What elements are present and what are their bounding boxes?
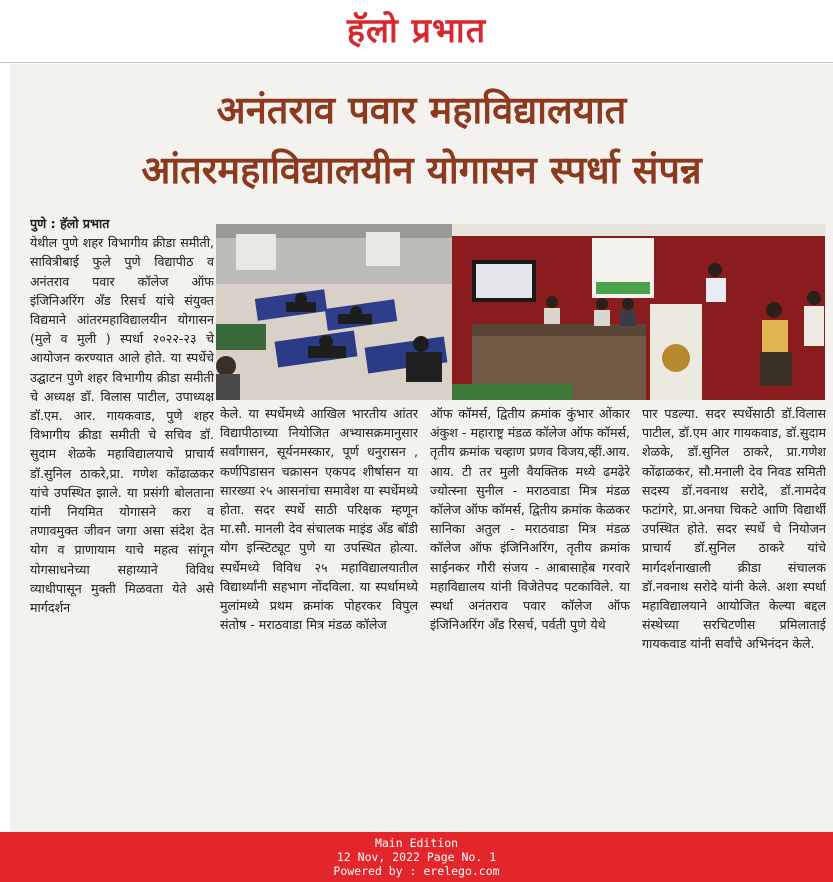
edition-footer <box>0 832 833 882</box>
article-column-2: केले. या स्पर्धेमध्ये आखिल भारतीय आंतर विद्यापीठाच्या नियोजित अभ्यासक्रमानुसार सर्वांगासन, सूर्यनमस्कार, पूर्ण धनुरासन , कर्णपिडासन चक्रासन एकपद शीर्षासन या सारख्या २५ आसनांचा समावेश या स्पर्धेमध्ये होता. सदर स्पर्धे साठी परिक्षक म्हणून मा.सौ. मानली देव संचालक माइंड अँड बॉडी योग इन्स्टिट्यूट पुणे या उपस्थित होत्या. स्पर्धेमध्ये विविध २५ महाविद्यालयातील विद्यार्थ्यांनी सहभाग नोंदविला. या स्पर्धामध्ये मुलांमध्ये प्रथम क्रमांक पोहरकर विपुल संतोष - मराठवाडा मित्र मंडळ कॉलेज <box>220 406 418 633</box>
headline-line-2: आंतरमहाविद्यालयीन योगासन स्पर्धा संपन्न <box>141 147 702 192</box>
article-column-1 <box>30 214 214 829</box>
edition-label: Main Edition <box>374 836 459 850</box>
headline-line-1: अनंतराव पवार महाविद्यालयात <box>216 87 627 132</box>
newspaper-clipping <box>10 64 833 832</box>
stage-ceremony-photo <box>452 224 825 400</box>
article-column-4: पार पडल्या. सदर स्पर्धेसाठी डॉ.विलास पाटील, डॉ.एम आर गायकवाड, डॉ.सुदाम शेळके, डॉ.सुनिल ठाकरे, प्रा.गणेश कोंढाळकर, सौ.मनाली देव निवड समिती सदस्य डॉ.नवनाथ सरोदे, डॉ.नामदेव फटांगरे, प्रा.अनघा चिकटे आणि विद्यार्थी उपस्थित होते. सदर स्पर्धे चे नियोजन प्राचार्य डॉ.सुनिल ठाकरे यांचे मार्गदर्शनाखाली क्रीडा संचालक डॉ.नवनाथ सरोदे यांनी केले. अशा स्पर्धा महाविद्यालयाने आयोजित केल्या बद्दल संस्थेच्या सरचिटणीस प्रमिलाताई गायकवाड यांनी सर्वांचे अभिनंदन केले. <box>642 406 826 652</box>
erelego-link[interactable]: erelego.com <box>423 864 500 878</box>
yoga-hall-photo <box>216 224 452 400</box>
powered-by-label: Powered by : <box>333 864 424 878</box>
powered-by-line <box>0 864 833 878</box>
column-1-text: येथील पुणे शहर विभागीय क्रीडा समीती, सावित्रीबाई फुले पुणे विद्यापीठ व अनंतराव पवार कॉलेज ऑफ इंजिनिअरिंग अँड रिसर्च यांचे संयुक्त विद्यमाने आंतरमहाविद्यालयीन योगासन (मुले व मुली ) स्पर्धा २०२२-२३ चे आयोजन करण्यात आले होते. या स्पर्धेचे उद्घाटन पुणे शहर विभागीय क्रीडा समीती चे अध्यक्ष डॉ. विलास पाटील, उपाध्यक्ष डॉ.एम. आर. गायकवाड, पुणे शहर विभागीय क्रीडा समीती चे सचिव डॉ. सुदाम शेळके महाविद्यालयाचे प्राचार्य डॉ.सुनिल ठाकरे,प्रा. गणेश कोंढाळकर यांचे उपस्थित झाले. या प्रसंगी बोलताना यांनी नियमित योगासने करा व तणावमुक्त जीवन जगा असा संदेश देत योग व प्राणायाम याचे महत्व सांगून योगसाधनेच्या सहाय्याने विविध व्याधीपासून मुक्ती मिळवता येते असे मार्गदर्शन <box>30 235 214 616</box>
yoga-hall-illustration <box>216 224 452 400</box>
article-column-3: ऑफ कॉमर्स, द्वितीय क्रमांक कुंभार ओंकार अंकुश - महाराष्ट्र मंडळ कॉलेज ऑफ कॉमर्स, तृतीय क्रमांक चव्हाण प्रणव विजय,व्हीं.आय. आय. टी तर मुली वैयक्तिक मध्ये ढमढेरे ज्योत्स्ना सुनील - मराठवाडा मित्र मंडळ कॉलेज ऑफ कॉमर्स, द्वितीय क्रमांक केळकर सानिका अतुल - मराठवाडा मित्र मंडळ कॉलेज ऑफ इंजिनिअरिंग, तृतीय क्रमांक साईनकर गौरी संजय - आबासाहेब गरवारे महाविद्यालय यांनी विजेतेपद पटकाविले. या स्पर्धा अनंतराव पवार कॉलेज ऑफ इंजिनिअरिंग अँड रिसर्च, पर्वती पुणे येथे <box>430 406 630 633</box>
dateline: पुणे : हॅलो प्रभात <box>30 216 110 231</box>
stage-ceremony-illustration <box>452 224 825 400</box>
masthead-title: हॅलो प्रभात <box>346 11 487 51</box>
date-page-label: 12 Nov, 2022 Page No. 1 <box>336 850 497 864</box>
masthead <box>0 0 833 63</box>
